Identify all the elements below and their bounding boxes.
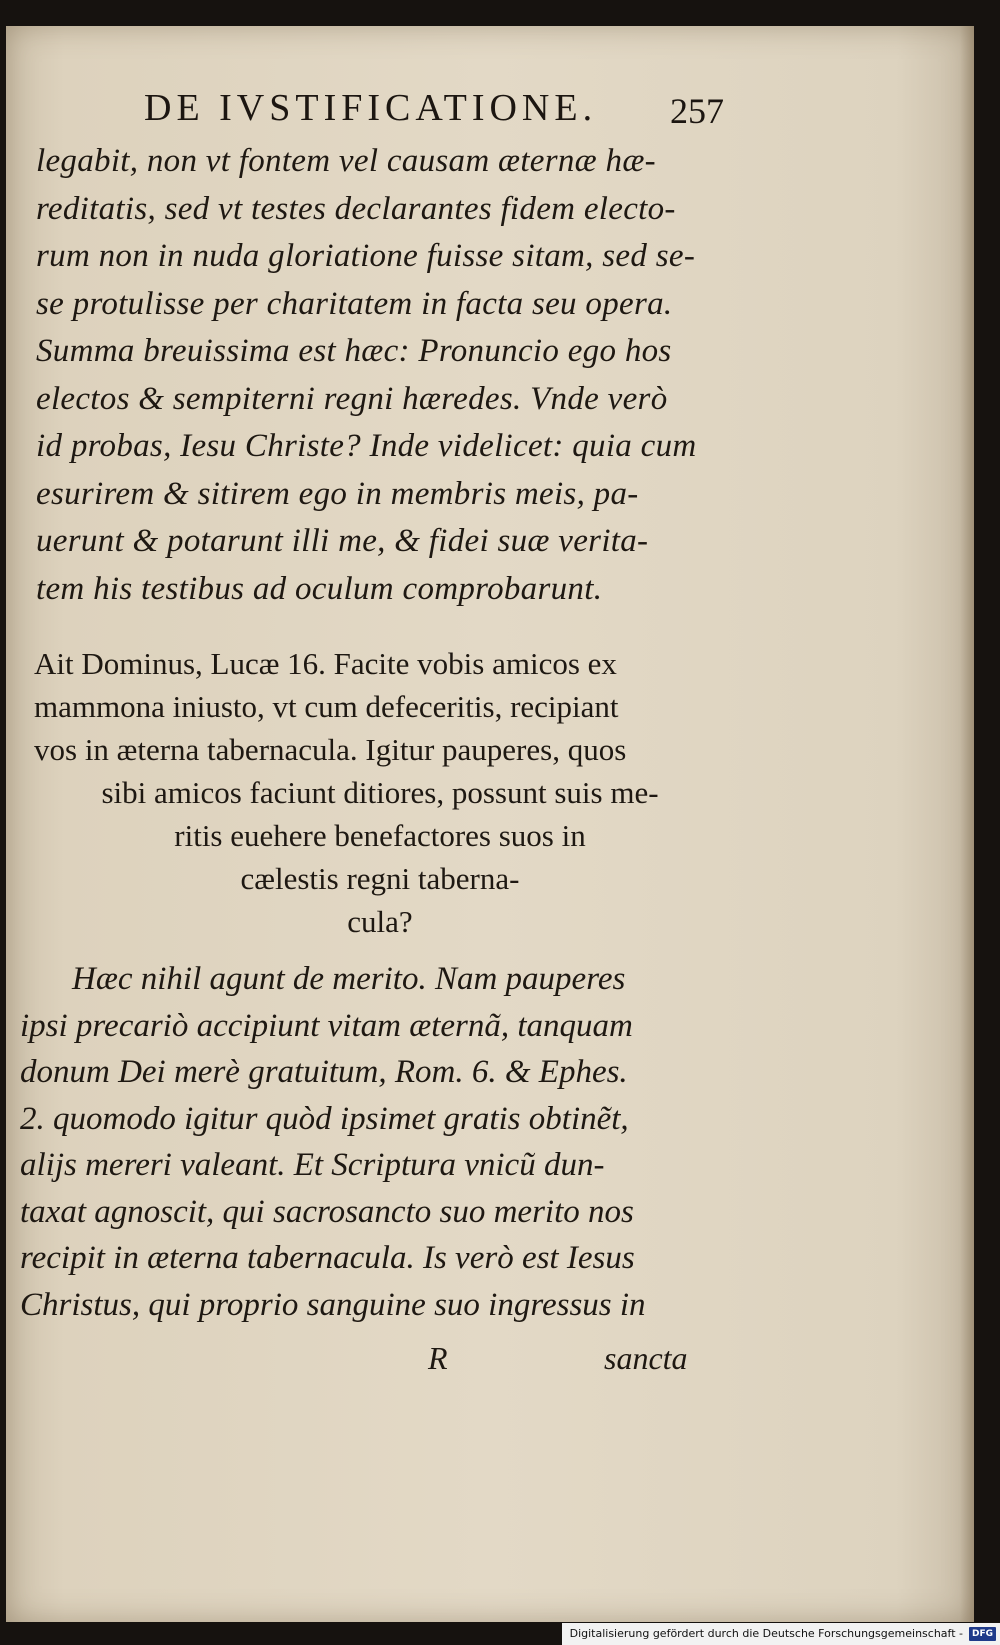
text-line: cula? bbox=[347, 904, 413, 939]
text-line: electos & sempiterni regni hæredes. Vnde verò bbox=[36, 380, 668, 417]
question-paragraph bbox=[34, 642, 726, 943]
catchword: sancta bbox=[604, 1340, 688, 1376]
text-line: sibi amicos faciunt ditiores, possunt suis me- bbox=[101, 775, 659, 810]
answer-paragraph-2 bbox=[20, 956, 720, 1328]
text-line: recipit in æterna tabernacula. Is verò est Iesus bbox=[20, 1240, 635, 1276]
dfg-logo: DFG bbox=[969, 1627, 996, 1641]
text-line: uerunt & potarunt illi me, & fidei suæ verita- bbox=[36, 523, 649, 559]
text-line: mammona iniusto, vt cum defeceritis, recipiant bbox=[34, 689, 619, 724]
text-line: id probas, Iesu Christe? Inde videlicet: quia cum bbox=[36, 428, 697, 464]
text-line: tem his testibus ad oculum comprobarunt. bbox=[36, 570, 603, 607]
running-title: DE IVSTIFICATIONE. bbox=[144, 87, 598, 129]
answer-paragraph-1 bbox=[36, 138, 726, 613]
text-line: cælestis regni taberna- bbox=[240, 861, 520, 896]
text-line: ritis euehere benefactores suos in bbox=[174, 818, 586, 853]
text-line: Hæc nihil agunt de merito. Nam pauperes bbox=[72, 961, 626, 997]
text-line: se protulisse per charitatem in facta seu opera. bbox=[36, 285, 673, 322]
text-line: rum non in nuda gloriatione fuisse sitam, sed se- bbox=[36, 238, 696, 274]
page-edge-shadow bbox=[960, 26, 974, 1622]
text-line: ipsi precariò accipiunt vitam æternã, tanquam bbox=[20, 1007, 633, 1044]
text-line: Christus, qui proprio sanguine suo ingressus in bbox=[20, 1286, 646, 1323]
page-header bbox=[144, 86, 724, 136]
footer-text: Digitalisierung gefördert durch die Deutsche Forschungsgemeinschaft - bbox=[569, 1627, 963, 1640]
text-line: Ait Dominus, Lucæ 16. Facite vobis amicos ex bbox=[34, 646, 617, 681]
text-line: Summa breuissima est hæc: Pronuncio ego hos bbox=[36, 333, 672, 369]
digitization-footer bbox=[562, 1623, 1000, 1645]
text-line: 2. quomodo igitur quòd ipsimet gratis obtinẽt, bbox=[20, 1100, 629, 1137]
text-line: reditatis, sed vt testes declarantes fidem electo- bbox=[36, 190, 676, 227]
text-line: alijs mereri valeant. Et Scriptura vnicũ dun- bbox=[20, 1147, 605, 1183]
text-line: vos in æterna tabernacula. Igitur pauperes, quos bbox=[34, 732, 627, 767]
text-line: taxat agnoscit, qui sacrosancto suo merito nos bbox=[20, 1193, 634, 1230]
text-line: legabit, non vt fontem vel causam æternæ hæ- bbox=[36, 143, 656, 179]
page-number: 257 bbox=[670, 91, 724, 131]
text-line: esurirem & sitirem ego in membris meis, pa- bbox=[36, 475, 639, 512]
signature-mark: R bbox=[428, 1340, 448, 1376]
text-line: donum Dei merè gratuitum, Rom. 6. & Ephes. bbox=[20, 1054, 628, 1090]
